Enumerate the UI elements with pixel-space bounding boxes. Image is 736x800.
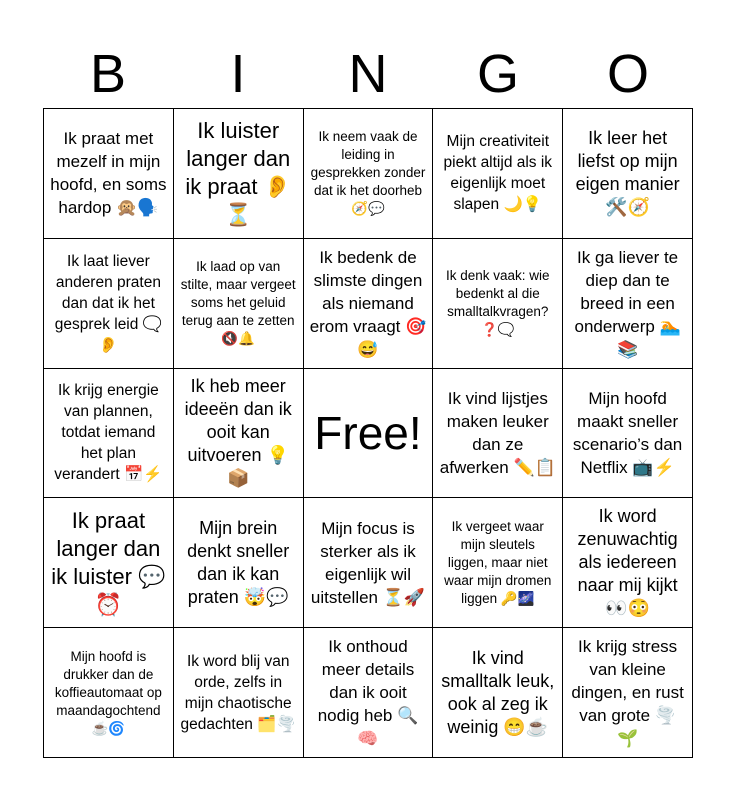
free-cell[interactable]	[304, 369, 434, 499]
bingo-cell[interactable]	[433, 109, 563, 239]
bingo-cell[interactable]	[174, 628, 304, 758]
bingo-header	[43, 40, 693, 108]
bingo-cell[interactable]	[563, 628, 693, 758]
cell-text: Mijn hoofd maakt sneller scenario’s dan Netflix 📺⚡	[572, 388, 683, 477]
bingo-cell[interactable]	[433, 239, 563, 369]
bingo-cell[interactable]	[433, 369, 563, 499]
bingo-cell[interactable]	[174, 109, 304, 239]
bingo-cell[interactable]	[174, 239, 304, 369]
header-letter-b: B	[89, 44, 127, 104]
bingo-cell[interactable]	[304, 628, 434, 758]
bingo-grid	[43, 108, 693, 758]
bingo-cell[interactable]	[563, 498, 693, 628]
cell-text: Ik onthoud meer details dan ik ooit nodig heb 🔍🧠	[317, 637, 419, 749]
cell-text: Ik denk vaak: wie bedenkt al die smalltalkvragen? ❓🗨️	[446, 268, 550, 338]
cell-text: Mijn focus is sterker als ik eigenlijk wil uitstellen ⏳🚀	[310, 518, 426, 607]
cell-text: Ik luister langer dan ik praat 👂⏳	[185, 118, 292, 228]
cell-text: Mijn creativiteit piekt altijd als ik eigenlijk moet slapen 🌙💡	[443, 133, 553, 214]
cell-text: Ik bedenk de slimste dingen als niemand erom vraagt 🎯😅	[309, 247, 427, 359]
header-letter-g: G	[476, 44, 519, 104]
cell-text: Ik neem vaak de leiding in gesprekken zonder dat ik het doorheb 🧭💬	[310, 129, 426, 217]
bingo-cell[interactable]	[304, 498, 434, 628]
bingo-cell[interactable]	[433, 498, 563, 628]
bingo-cell[interactable]	[44, 109, 174, 239]
bingo-cell[interactable]	[174, 369, 304, 499]
cell-text: Ik vergeet waar mijn sleutels liggen, maar niet waar mijn dromen liggen 🔑🌌	[444, 518, 552, 606]
header-letter-i: I	[230, 44, 246, 104]
header-letter-o: O	[606, 44, 649, 104]
bingo-cell[interactable]	[304, 109, 434, 239]
header-letter-n: N	[348, 44, 388, 104]
bingo-cell[interactable]	[44, 498, 174, 628]
free-text: Free!	[314, 406, 422, 459]
bingo-cell[interactable]	[44, 239, 174, 369]
cell-text: Ik leer het liefst op mijn eigen manier 🛠️🧭	[575, 128, 680, 218]
bingo-cell[interactable]	[563, 369, 693, 499]
bingo-cell[interactable]	[433, 628, 563, 758]
cell-text: Ik praat langer dan ik luister 💬⏰	[51, 507, 166, 617]
bingo-cell[interactable]	[44, 628, 174, 758]
bingo-cell[interactable]	[563, 239, 693, 369]
cell-text: Mijn hoofd is drukker dan de koffieautomaat op maandagochtend ☕🌀	[54, 648, 162, 736]
cell-text: Ik laad op van stilte, maar vergeet soms het geluid terug aan te zetten 🔇🔔	[180, 259, 296, 347]
bingo-cell[interactable]	[44, 369, 174, 499]
bingo-cell[interactable]	[304, 239, 434, 369]
cell-text: Ik praat met mezelf in mijn hoofd, en soms hardop 🙊🗣️	[50, 129, 167, 218]
cell-text: Ik krijg energie van plannen, totdat iemand het plan verandert 📅⚡	[54, 382, 163, 484]
cell-text: Ik word zenuwachtig als iedereen naar mij kijkt 👀😳	[577, 506, 678, 619]
cell-text: Ik vind smalltalk leuk, ook al zeg ik weinig 😁☕	[441, 647, 555, 737]
bingo-cell[interactable]	[174, 498, 304, 628]
cell-text: Ik vind lijstjes maken leuker dan ze afwerken ✏️📋	[439, 388, 556, 477]
cell-text: Ik ga liever te diep dan te breed in een onderwerp 🏊📚	[574, 247, 681, 359]
cell-text: Mijn brein denkt sneller dan ik kan praten 🤯💬	[187, 517, 290, 607]
bingo-cell[interactable]	[563, 109, 693, 239]
cell-text: Ik heb meer ideeën dan ik ooit kan uitvoeren 💡📦	[184, 376, 292, 489]
cell-text: Ik krijg stress van kleine dingen, en rust van grote 🌪️🌱	[571, 637, 684, 749]
cell-text: Ik laat liever anderen praten dan dat ik het gesprek leid 🗨️👂	[54, 252, 162, 354]
cell-text: Ik word blij van orde, zelfs in mijn chaotische gedachten 🗂️🌪️	[180, 652, 296, 733]
